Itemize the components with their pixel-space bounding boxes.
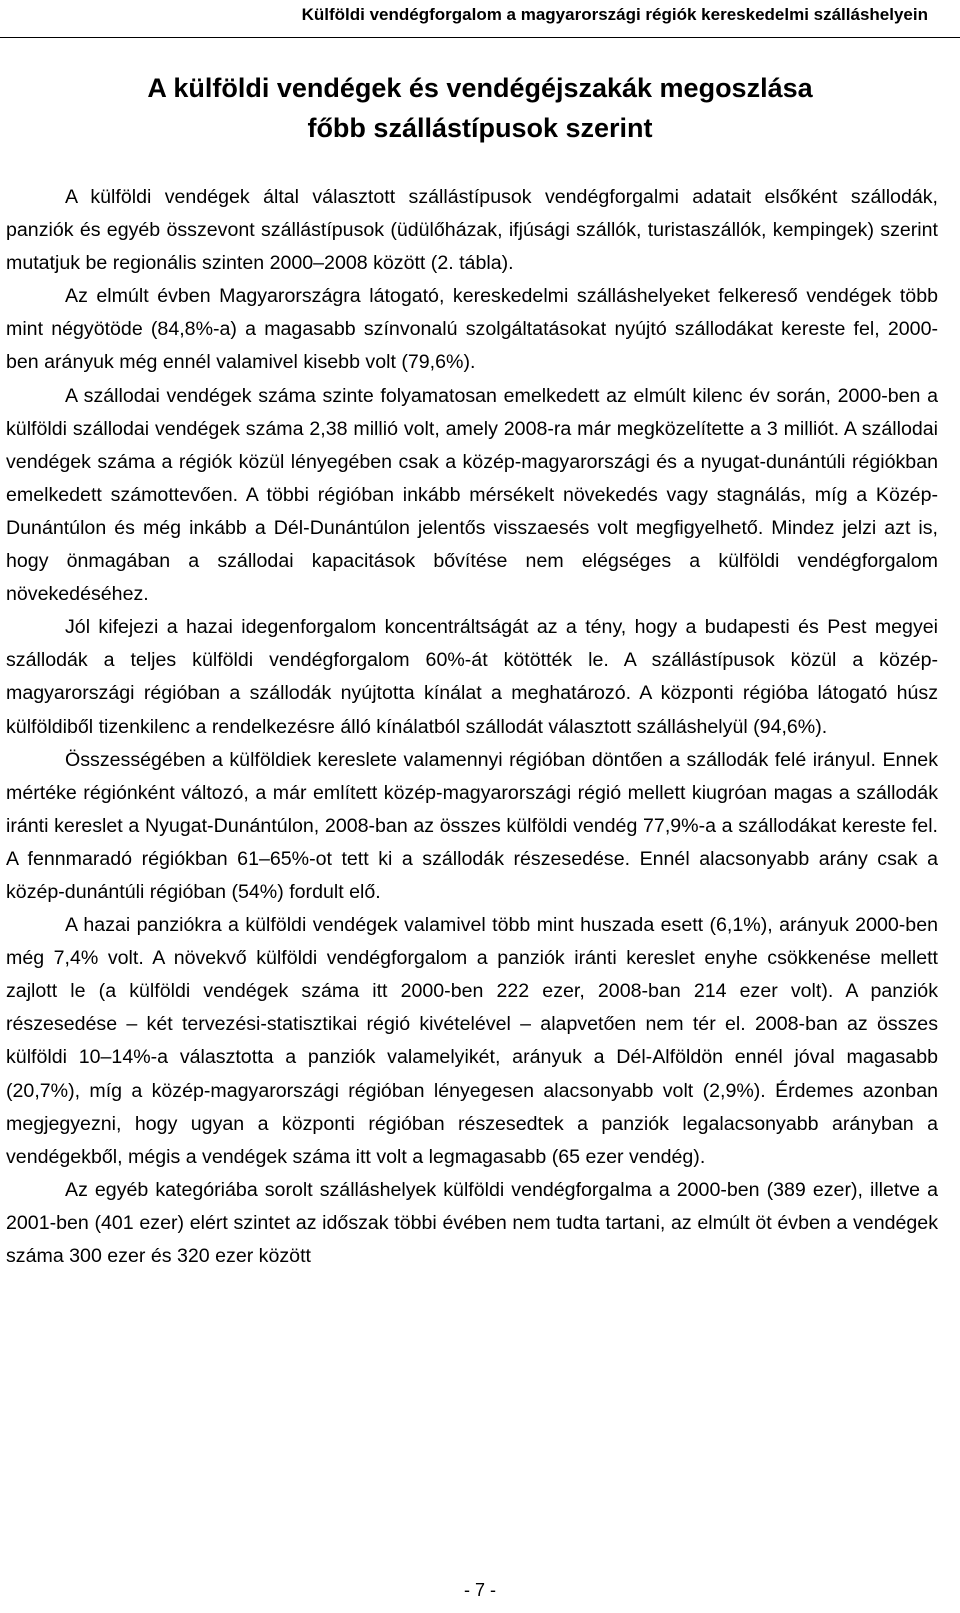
page-footer (0, 1578, 960, 1602)
page-title (0, 68, 960, 148)
page-title-line-1: A külföldi vendégek és vendégéjszakák megoszlása (147, 73, 813, 103)
paragraph: A hazai panziókra a külföldi vendégek valamivel több mint huszada esett (6,1%), arányuk 2000-ben még 7,4% volt. A növekvő külföldi vendégforgalom a panziók iránti kereslet enyhe csökkenése mellett zajlott le (a külföldi vendégek száma itt 2000-ben 222 ezer, 2008-ban 214 ezer volt). A panziók részesedése – két tervezési-statisztikai régió kivételével – alapvetően nem tér el. 2008-ban az összes külföldi 10–14%-a választotta a panziók valamelyikét, arányuk a Dél-Alföldön ennél jóval magasabb (20,7%), míg a közép-magyarországi régióban lényegesen alacsonyabb volt (2,9%). Érdemes azonban megjegyezni, hogy ugyan a központi régióban részesedtek a panziók legalacsonyabb arányban a vendégekből, mégis a vendégek száma itt volt a legmagasabb (65 ezer vendég). (6, 914, 938, 1168)
body-text (6, 181, 938, 1273)
paragraph: A külföldi vendégek által választott szállástípusok vendégforgalmi adatait elsőként szállodák, panziók és egyéb összevont szállástípusok (üdülőházak, ifjúsági szállók, turistaszállók, kempingek) szerint mutatjuk be regionális szinten 2000–2008 között (2. tábla). (6, 186, 938, 275)
paragraph: A szállodai vendégek száma szinte folyamatosan emelkedett az elmúlt kilenc év során, 2000-ben a külföldi szállodai vendégek száma 2,38 millió volt, amely 2008-ra már megközelítette a 3 milliót. A szállodai vendégek száma a régiók közül lényegében csak a közép-magyarországi és a nyugat-dunántúli régiókban emelkedett számottevően. A többi régióban inkább mérsékelt növekedés vagy stagnálás, míg a Közép-Dunántúlon és még inkább a Dél-Dunántúlon jelentős visszaesés volt megfigyelhető. Mindez jelzi azt is, hogy önmagában a szállodai kapacitások bővítése nem elégséges a külföldi vendégforgalom növekedéséhez. (6, 384, 938, 606)
paragraph: Az elmúlt évben Magyarországra látogató, kereskedelmi szálláshelyeket felkereső vendégek több mint négyötöde (84,8%-a) a magasabb színvonalú szolgáltatásokat nyújtó szállodákat kereste fel, 2000-ben arányuk még ennél valamivel kisebb volt (79,6%). (6, 285, 938, 374)
running-header (0, 0, 960, 38)
page-title-line-2: főbb szállástípusok szerint (307, 113, 653, 143)
paragraph: Jól kifejezi a hazai idegenforgalom koncentráltságát az a tény, hogy a budapesti és Pest megyei szállodák a teljes külföldi vendégforgalom 60%-át kötötték le. A szállástípusok közül a közép-magyarországi régióban a szállodák nyújtotta kínálat a meghatározó. A központi régióba látogató húsz külföldiből tizenkilenc a rendelkezésre álló kínálatból szállodát választott szálláshelyül (94,6%). (6, 616, 938, 738)
paragraph: Összességében a külföldiek kereslete valamennyi régióban döntően a szállodák felé irányul. Ennek mértéke régiónként változó, a már említett közép-magyarországi régió mellett kiugróan magas a szállodák iránti kereslet a Nyugat-Dunántúlon, 2008-ban az összes külföldi vendég 77,9%-a a szállodákat kereste fel. A fennmaradó régiókban 61–65%-ot tett ki a szállodák részesedése. Ennél alacsonyabb arány csak a közép-dunántúli régióban (54%) fordult elő. (6, 748, 938, 903)
page-number: - 7 - (463, 1580, 496, 1600)
paragraph: Az egyéb kategóriába sorolt szálláshelyek külföldi vendégforgalma a 2000-ben (389 ezer), illetve a 2001-ben (401 ezer) elért szintet az időszak többi évében nem tudta tartani, az elmúlt öt évben a vendégek száma 300 ezer és 320 ezer között (6, 1178, 938, 1267)
running-header-title: Külföldi vendégforgalom a magyarországi régiók kereskedelmi szálláshelyein (301, 5, 928, 24)
